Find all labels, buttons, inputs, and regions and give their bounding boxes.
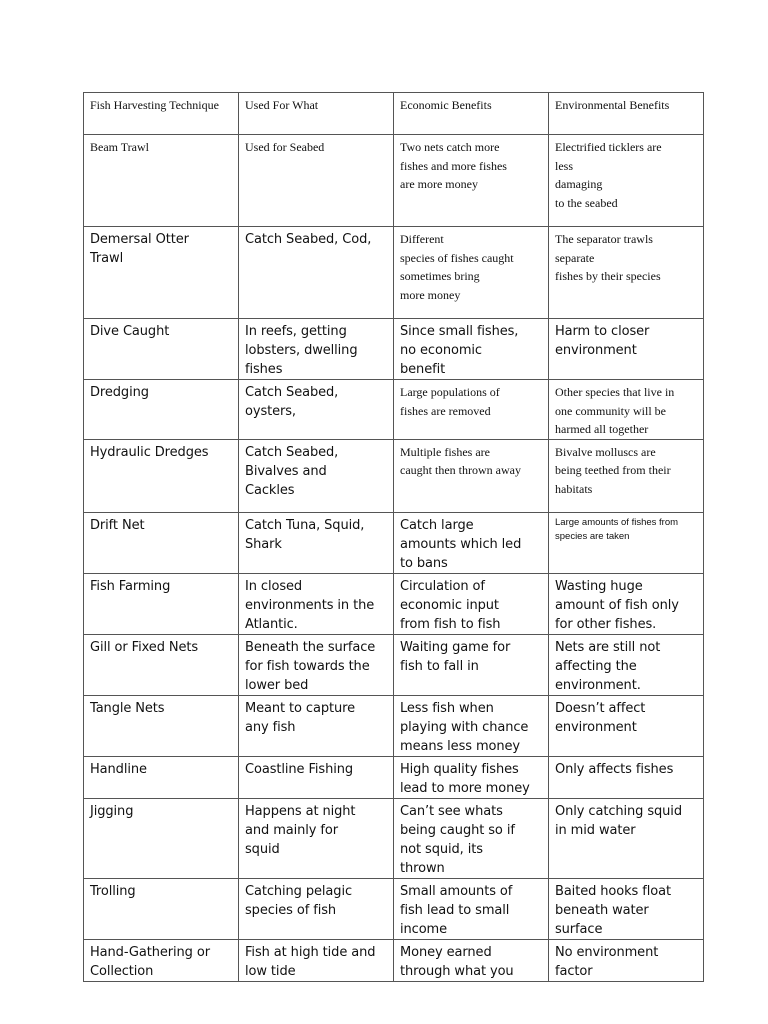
cell-technique: Trolling — [84, 878, 239, 939]
cell-technique: Gill or Fixed Nets — [84, 634, 239, 695]
cell-economic: High quality fishes lead to more money — [394, 756, 549, 798]
cell-environmental: Other species that live in one community will be harmed all together — [549, 380, 704, 440]
table-row — [84, 756, 704, 798]
cell-technique: Dive Caught — [84, 319, 239, 380]
cell-use: In closed environments in the Atlantic. — [239, 573, 394, 634]
cell-economic: Catch large amounts which led to bans — [394, 512, 549, 573]
cell-environmental: Harm to closer environment — [549, 319, 704, 380]
cell-technique: Fish Farming — [84, 573, 239, 634]
table-row — [84, 135, 704, 227]
table-row — [84, 439, 704, 512]
table-row — [84, 878, 704, 939]
cell-environmental: Electrified ticklers are less damaging to the seabed — [549, 135, 704, 227]
cell-use: Catching pelagic species of fish — [239, 878, 394, 939]
cell-economic: Different species of fishes caught sometimes bring more money — [394, 227, 549, 319]
cell-use: Catch Seabed, Cod, — [239, 227, 394, 319]
cell-economic: Since small fishes, no economic benefit — [394, 319, 549, 380]
cell-use: In reefs, getting lobsters, dwelling fishes — [239, 319, 394, 380]
cell-economic: Multiple fishes are caught then thrown away — [394, 439, 549, 512]
table-row — [84, 380, 704, 440]
cell-use: Fish at high tide and low tide — [239, 939, 394, 981]
cell-economic: Less fish when playing with chance means less money — [394, 695, 549, 756]
cell-environmental: The separator trawls separate fishes by their species — [549, 227, 704, 319]
header-use: Used For What — [239, 93, 394, 135]
cell-use: Catch Seabed, oysters, — [239, 380, 394, 440]
fish-harvesting-table — [83, 92, 704, 982]
cell-environmental: Only catching squid in mid water — [549, 798, 704, 878]
cell-use: Happens at night and mainly for squid — [239, 798, 394, 878]
cell-use: Used for Seabed — [239, 135, 394, 227]
cell-environmental: Only affects fishes — [549, 756, 704, 798]
table-row — [84, 573, 704, 634]
cell-environmental: Baited hooks float beneath water surface — [549, 878, 704, 939]
cell-environmental: Doesn’t affect environment — [549, 695, 704, 756]
cell-economic: Circulation of economic input from fish to fish — [394, 573, 549, 634]
table-row — [84, 319, 704, 380]
cell-use: Meant to capture any fish — [239, 695, 394, 756]
cell-environmental: No environment factor — [549, 939, 704, 981]
table-row — [84, 227, 704, 319]
cell-technique: Drift Net — [84, 512, 239, 573]
cell-technique: Hand-Gathering or Collection — [84, 939, 239, 981]
header-environmental: Environmental Benefits — [549, 93, 704, 135]
cell-economic: Waiting game for fish to fall in — [394, 634, 549, 695]
cell-use: Coastline Fishing — [239, 756, 394, 798]
cell-technique: Dredging — [84, 380, 239, 440]
cell-technique: Beam Trawl — [84, 135, 239, 227]
cell-technique: Tangle Nets — [84, 695, 239, 756]
cell-use: Catch Seabed, Bivalves and Cackles — [239, 439, 394, 512]
cell-use: Beneath the surface for fish towards the lower bed — [239, 634, 394, 695]
cell-use: Catch Tuna, Squid, Shark — [239, 512, 394, 573]
cell-economic: Two nets catch more fishes and more fishes are more money — [394, 135, 549, 227]
table-row — [84, 634, 704, 695]
cell-economic: Can’t see whats being caught so if not squid, its thrown — [394, 798, 549, 878]
header-technique: Fish Harvesting Technique — [84, 93, 239, 135]
cell-technique: Hydraulic Dredges — [84, 439, 239, 512]
cell-technique: Jigging — [84, 798, 239, 878]
cell-environmental: Bivalve molluscs are being teethed from their habitats — [549, 439, 704, 512]
cell-environmental: Large amounts of fishes from species are taken — [549, 512, 704, 573]
cell-environmental: Wasting huge amount of fish only for other fishes. — [549, 573, 704, 634]
cell-economic: Large populations of fishes are removed — [394, 380, 549, 440]
header-row — [84, 93, 704, 135]
cell-environmental: Nets are still not affecting the environment. — [549, 634, 704, 695]
cell-technique: Handline — [84, 756, 239, 798]
cell-technique: Demersal Otter Trawl — [84, 227, 239, 319]
table-row — [84, 939, 704, 981]
table-row — [84, 695, 704, 756]
header-economic: Economic Benefits — [394, 93, 549, 135]
cell-economic: Money earned through what you — [394, 939, 549, 981]
table-row — [84, 798, 704, 878]
cell-economic: Small amounts of fish lead to small income — [394, 878, 549, 939]
table-row — [84, 512, 704, 573]
